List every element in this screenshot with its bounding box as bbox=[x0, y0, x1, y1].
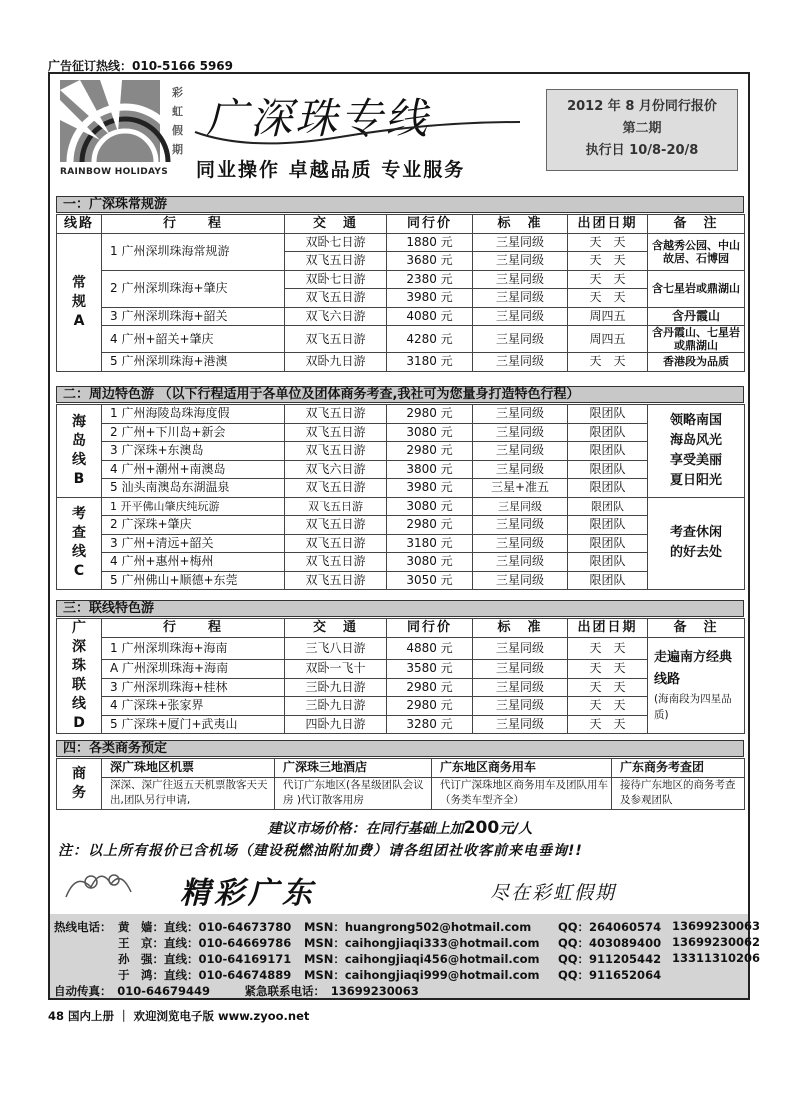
standard-cell: 三星同级 bbox=[473, 233, 568, 252]
group-label: 海 岛 线 B bbox=[57, 405, 102, 498]
standard-cell: 三星同级 bbox=[473, 270, 568, 289]
date-cell: 限团队 bbox=[568, 516, 648, 535]
table-row bbox=[57, 233, 745, 252]
contact-panel: 热线电话： 黄 嫱： 直线：010-64673780 MSN：huangrong502@hotmail.com QQ：264060574 13699230063 王 京： 直线：010-64669786 MSN：caihongjiaqi333@hotmail.com QQ：403089400 13699230062 孙 强： 直线：010-64169171 MSN：caihongjiaqi456@hotmail.com QQ：911205442 13311310206 于 鸿： 直线：010-64674889 MSN：caihongjiaqi999@hotmail.com QQ：911652064 自动传真： 010-64679449 紧急联系电话： 13699230063 bbox=[50, 914, 748, 998]
transport-cell: 双飞五日游 bbox=[285, 479, 387, 498]
table-row bbox=[57, 534, 745, 553]
section3-title: 三：联线特色游 bbox=[56, 600, 744, 617]
table-row bbox=[57, 497, 745, 516]
price-cell: 3080 元 bbox=[387, 497, 473, 516]
transport-cell: 三飞八日游 bbox=[285, 637, 387, 660]
standard-cell: 三星同级 bbox=[473, 678, 568, 697]
standard-cell: 三星同级 bbox=[473, 571, 568, 590]
table-row bbox=[57, 697, 745, 716]
standard-cell: 三星同级 bbox=[473, 497, 568, 516]
date-cell: 限团队 bbox=[568, 553, 648, 572]
service-body: 代订广东地区(各星级团队会议房 )代订散客用房 bbox=[275, 777, 432, 809]
group-label: 常 规 A bbox=[57, 233, 102, 371]
price-cell: 2980 元 bbox=[387, 678, 473, 697]
price-cell: 4880 元 bbox=[387, 637, 473, 660]
date-cell: 天 天 bbox=[568, 353, 648, 372]
col-header: 备 注 bbox=[648, 619, 745, 638]
table-row bbox=[57, 270, 745, 289]
logo-english: RAINBOW HOLIDAYS bbox=[60, 167, 168, 177]
period-line: 2012 年 8 月份同行报价 bbox=[567, 99, 717, 114]
page-footer: 48 国内上册 ｜ 欢迎浏览电子版 www.zyoo.net bbox=[48, 1009, 310, 1023]
table-header bbox=[57, 619, 745, 638]
route-cell: 1 广州深圳珠海常规游 bbox=[102, 233, 285, 270]
price-cell: 3580 元 bbox=[387, 660, 473, 679]
route-cell: 2 广州深圳珠海+肇庆 bbox=[102, 270, 285, 307]
price-cell: 3080 元 bbox=[387, 423, 473, 442]
logo-char: 假 bbox=[172, 124, 183, 137]
service-body: 接待广东地区的商务考查及参观团队 bbox=[612, 777, 745, 809]
price-period-box bbox=[546, 89, 738, 171]
transport-cell: 双飞六日游 bbox=[285, 460, 387, 479]
col-header: 交 通 bbox=[285, 215, 387, 234]
standard-cell: 三星同级 bbox=[473, 307, 568, 326]
price-cell: 4280 元 bbox=[387, 326, 473, 353]
transport-cell: 双飞五日游 bbox=[285, 289, 387, 308]
price-cell: 3050 元 bbox=[387, 571, 473, 590]
service-title: 广东地区商务用车 bbox=[432, 759, 612, 778]
price-cell: 3180 元 bbox=[387, 353, 473, 372]
section1-table bbox=[56, 214, 745, 372]
service-title: 广东商务考查团 bbox=[612, 759, 745, 778]
date-cell: 限团队 bbox=[568, 479, 648, 498]
standard-cell: 三星同级 bbox=[473, 460, 568, 479]
transport-cell: 双卧七日游 bbox=[285, 233, 387, 252]
brand-title: 广深珠专线 bbox=[205, 94, 431, 143]
standard-cell: 三星同级 bbox=[473, 553, 568, 572]
note-cell: 领略南国 海岛风光 享受美丽 夏日阳光 bbox=[648, 405, 745, 498]
standard-cell: 三星同级 bbox=[473, 637, 568, 660]
route-cell: 3 广深珠+东澳岛 bbox=[102, 442, 285, 461]
price-cell: 2980 元 bbox=[387, 442, 473, 461]
transport-cell: 双飞五日游 bbox=[285, 326, 387, 353]
date-cell: 天 天 bbox=[568, 678, 648, 697]
transport-cell: 双飞六日游 bbox=[285, 307, 387, 326]
table-header bbox=[57, 215, 745, 234]
service-body: 代订广深珠地区商务用车及团队用车（务类车型齐全） bbox=[432, 777, 612, 809]
table-row bbox=[57, 759, 745, 778]
table-row bbox=[57, 777, 745, 809]
date-cell: 限团队 bbox=[568, 423, 648, 442]
route-cell: 4 广州+潮州+南澳岛 bbox=[102, 460, 285, 479]
col-header: 线路 bbox=[57, 215, 102, 234]
col-header: 出团日期 bbox=[568, 619, 648, 638]
transport-cell: 双飞五日游 bbox=[285, 534, 387, 553]
standard-cell: 三星同级 bbox=[473, 660, 568, 679]
date-cell: 限团队 bbox=[568, 571, 648, 590]
standard-cell: 三星同级 bbox=[473, 405, 568, 424]
section1-title: 一：广深珠常规游 bbox=[56, 196, 744, 213]
section4-title: 四：各类商务预定 bbox=[56, 740, 744, 757]
section3-table bbox=[56, 618, 745, 734]
issue-line: 第二期 bbox=[622, 121, 662, 136]
col-header: 备 注 bbox=[648, 215, 745, 234]
table-row bbox=[57, 516, 745, 535]
hotline-label: 热线电话： bbox=[54, 920, 112, 934]
service-title: 深广珠地区机票 bbox=[102, 759, 275, 778]
route-cell: 3 广州深圳珠海+桂林 bbox=[102, 678, 285, 697]
table-row bbox=[57, 637, 745, 660]
route-cell: 4 广深珠+张家界 bbox=[102, 697, 285, 716]
ad-hotline: 广告征订热线：010-5166 5969 bbox=[48, 59, 234, 73]
transport-cell: 双飞五日游 bbox=[285, 405, 387, 424]
swoosh-decoration bbox=[190, 92, 530, 152]
rainbow-logo bbox=[60, 80, 186, 180]
standard-cell: 三星同级 bbox=[473, 252, 568, 271]
standard-cell: 三星同级 bbox=[473, 423, 568, 442]
table-row bbox=[57, 553, 745, 572]
standard-cell: 三星同级 bbox=[473, 442, 568, 461]
route-cell: 2 广州+下川岛+新会 bbox=[102, 423, 285, 442]
valid-dates: 执行日 10/8-20/8 bbox=[585, 143, 699, 158]
col-header: 行 程 bbox=[102, 619, 285, 638]
price-cell: 3280 元 bbox=[387, 715, 473, 734]
table-row bbox=[57, 405, 745, 424]
standard-cell: 三星同级 bbox=[473, 715, 568, 734]
price-cell: 3800 元 bbox=[387, 460, 473, 479]
price-cell: 3980 元 bbox=[387, 289, 473, 308]
section2-table bbox=[56, 404, 745, 590]
group-label: 广 深 珠 联 线 D bbox=[57, 619, 102, 734]
standard-cell: 三星同级 bbox=[473, 326, 568, 353]
standard-cell: 三星+准五 bbox=[473, 479, 568, 498]
route-cell: 5 广州佛山+顺德+东莞 bbox=[102, 571, 285, 590]
logo-char: 虹 bbox=[172, 105, 183, 118]
col-header: 同行价 bbox=[387, 619, 473, 638]
transport-cell: 三卧九日游 bbox=[285, 697, 387, 716]
standard-cell: 三星同级 bbox=[473, 289, 568, 308]
date-cell: 限团队 bbox=[568, 497, 648, 516]
table-row bbox=[57, 353, 745, 372]
note-cell: 含丹霞山、七星岩或鼎湖山 bbox=[648, 326, 745, 353]
note-cell: 香港段为品质 bbox=[648, 353, 745, 372]
flower-ornament bbox=[56, 862, 744, 906]
route-cell: 5 汕头南澳岛东湖温泉 bbox=[102, 479, 285, 498]
table-row bbox=[57, 307, 745, 326]
price-cell: 4080 元 bbox=[387, 307, 473, 326]
date-cell: 天 天 bbox=[568, 252, 648, 271]
price-cell: 3180 元 bbox=[387, 534, 473, 553]
date-cell: 天 天 bbox=[568, 289, 648, 308]
route-cell: 1 广州深圳珠海+海南 bbox=[102, 637, 285, 660]
suggested-price: 建议市场价格：在同行基础上加200元/人 bbox=[267, 818, 533, 838]
logo-char: 彩 bbox=[172, 86, 183, 99]
transport-cell: 双卧七日游 bbox=[285, 270, 387, 289]
table-row bbox=[57, 442, 745, 461]
fax-line: 自动传真： 010-64679449 紧急联系电话： 13699230063 bbox=[54, 984, 419, 998]
table-row bbox=[57, 460, 745, 479]
route-cell: 5 广深珠+厦门+武夷山 bbox=[102, 715, 285, 734]
table-row bbox=[57, 715, 745, 734]
transport-cell: 双飞五日游 bbox=[285, 252, 387, 271]
date-cell: 天 天 bbox=[568, 637, 648, 660]
price-cell: 3080 元 bbox=[387, 553, 473, 572]
banner-title: 精彩广东 bbox=[180, 876, 316, 911]
date-cell: 天 天 bbox=[568, 233, 648, 252]
route-cell: A 广州深圳珠海+海南 bbox=[102, 660, 285, 679]
route-cell: 1 广州海陵岛珠海度假 bbox=[102, 405, 285, 424]
date-cell: 周四五 bbox=[568, 326, 648, 353]
col-header: 出团日期 bbox=[568, 215, 648, 234]
transport-cell: 双飞五日游 bbox=[285, 497, 387, 516]
note-cell: 走遍南方经典线路 (海南段为四星品质) bbox=[648, 637, 745, 734]
col-header: 交 通 bbox=[285, 619, 387, 638]
table-row bbox=[57, 423, 745, 442]
date-cell: 限团队 bbox=[568, 405, 648, 424]
price-cell: 3680 元 bbox=[387, 252, 473, 271]
route-cell: 3 广州深圳珠海+韶关 bbox=[102, 307, 285, 326]
service-title: 广深珠三地酒店 bbox=[275, 759, 432, 778]
table-row bbox=[57, 678, 745, 697]
route-cell: 3 广州+清远+韶关 bbox=[102, 534, 285, 553]
col-header: 行 程 bbox=[102, 215, 285, 234]
note-cell: 含越秀公园、中山故居、石博园 bbox=[648, 233, 745, 270]
price-cell: 1880 元 bbox=[387, 233, 473, 252]
standard-cell: 三星同级 bbox=[473, 516, 568, 535]
transport-cell: 双飞五日游 bbox=[285, 442, 387, 461]
transport-cell: 三卧九日游 bbox=[285, 678, 387, 697]
date-cell: 限团队 bbox=[568, 534, 648, 553]
route-cell: 1 开平佛山肇庆纯玩游 bbox=[102, 497, 285, 516]
date-cell: 限团队 bbox=[568, 460, 648, 479]
date-cell: 天 天 bbox=[568, 697, 648, 716]
transport-cell: 双飞五日游 bbox=[285, 516, 387, 535]
note-cell: 含七星岩或鼎湖山 bbox=[648, 270, 745, 307]
service-body: 深深、深广往返五天机票散客天天出,团队另行申请, bbox=[102, 777, 275, 809]
group-label: 商 务 bbox=[57, 759, 102, 810]
col-header: 标 准 bbox=[473, 619, 568, 638]
section4-table bbox=[56, 758, 745, 810]
table-row bbox=[57, 571, 745, 590]
group-label: 考 查 线 C bbox=[57, 497, 102, 590]
table-row bbox=[57, 326, 745, 353]
transport-cell: 双卧九日游 bbox=[285, 353, 387, 372]
route-cell: 5 广州深圳珠海+港澳 bbox=[102, 353, 285, 372]
transport-cell: 双飞五日游 bbox=[285, 553, 387, 572]
price-cell: 3980 元 bbox=[387, 479, 473, 498]
note-cell: 含丹霞山 bbox=[648, 307, 745, 326]
section2-title: 二：周边特色游 （以下行程适用于各单位及团体商务考查,我社可为您量身打造特色行程） bbox=[56, 386, 744, 403]
transport-cell: 双飞五日游 bbox=[285, 571, 387, 590]
standard-cell: 三星同级 bbox=[473, 697, 568, 716]
table-row bbox=[57, 479, 745, 498]
date-cell: 天 天 bbox=[568, 660, 648, 679]
route-cell: 4 广州+惠州+梅州 bbox=[102, 553, 285, 572]
route-cell: 4 广州+韶关+肇庆 bbox=[102, 326, 285, 353]
date-cell: 天 天 bbox=[568, 270, 648, 289]
col-header: 标 准 bbox=[473, 215, 568, 234]
standard-cell: 三星同级 bbox=[473, 353, 568, 372]
banner-subtitle: 尽在彩虹假期 bbox=[490, 882, 617, 904]
price-remark: 注：以上所有报价已含机场（建设税燃油附加费）请各组团社收客前来电垂询!! bbox=[58, 843, 583, 859]
route-cell: 2 广深珠+肇庆 bbox=[102, 516, 285, 535]
price-cell: 2980 元 bbox=[387, 516, 473, 535]
col-header: 同行价 bbox=[387, 215, 473, 234]
price-cell: 2980 元 bbox=[387, 697, 473, 716]
logo-char: 期 bbox=[172, 143, 183, 156]
slogan: 同业操作 卓越品质 专业服务 bbox=[196, 159, 466, 181]
date-cell: 限团队 bbox=[568, 442, 648, 461]
transport-cell: 四卧九日游 bbox=[285, 715, 387, 734]
date-cell: 周四五 bbox=[568, 307, 648, 326]
transport-cell: 双飞五日游 bbox=[285, 423, 387, 442]
date-cell: 天 天 bbox=[568, 715, 648, 734]
price-cell: 2380 元 bbox=[387, 270, 473, 289]
transport-cell: 双卧一飞十 bbox=[285, 660, 387, 679]
price-cell: 2980 元 bbox=[387, 405, 473, 424]
standard-cell: 三星同级 bbox=[473, 534, 568, 553]
table-row bbox=[57, 660, 745, 679]
note-cell: 考查休闲 的好去处 bbox=[648, 497, 745, 590]
